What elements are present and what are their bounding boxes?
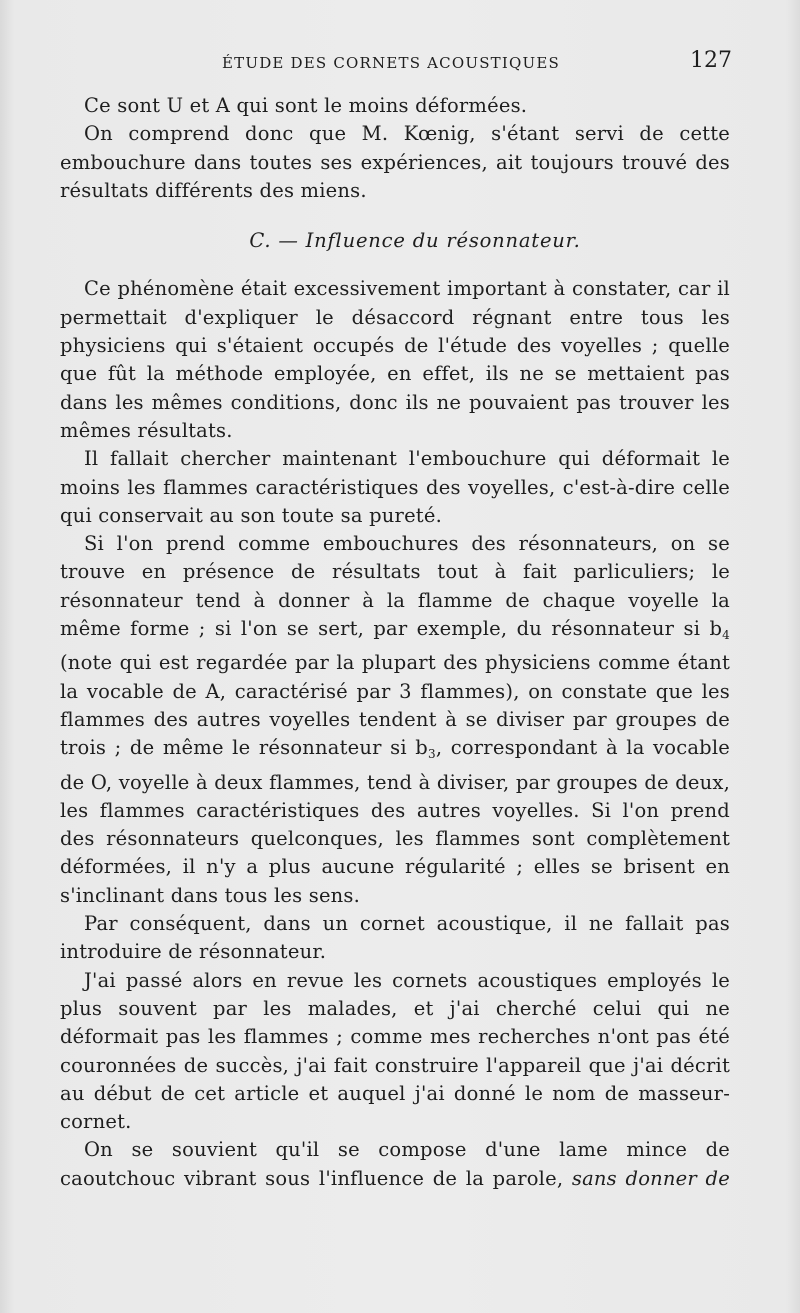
paragraph-last [60,1136,730,1193]
text-run: , correspondant à la vocable de O, voyelle à deux flammes, tend à diviser, par groupes de deux, les flammes caractéristiques des autres voyelles. Si l'on prend des résonnateurs quelconques, les flammes sont complètement déformées, il n'y a plus aucune régularité ; elles se brisent en s'inclinant dans tous les sens. [60,736,730,907]
text-run: On se souvient qu'il se compose d'une lame mince de caoutchouc vibrant sous l'influence de la parole, [60,1138,730,1190]
section-heading [60,227,730,255]
paragraph-resonator [60,530,730,910]
text-run: Si l'on prend comme embouchures des résonnateurs, on se trouve en présence de résultats tout à fait parliculiers; le résonnateur tend à donner à la flamme de chaque voyelle la même forme ; si l'on se sert, par exemple, du résonnateur si b [60,532,730,641]
page-header [60,48,732,78]
paragraph: Ce phénomène était excessivement important à constater, car il permettait d'expliquer le désaccord régnant entre tous les physiciens qui s'étaient occupés de l'étude des voyelles ; quelle que fût la méthode employée, en effet, ils ne se mettaient pas dans les mêmes conditions, donc ils ne pouvaient pas trouver les mêmes résultats. [60,277,730,442]
body-text [60,92,730,1193]
paragraph: Il fallait chercher maintenant l'embouchure qui déformait le moins les flammes caractéristiques des voyelles, c'est-à-dire celle qui conservait au son toute sa pureté. [60,447,730,527]
paragraph: Ce sont U et A qui sont le moins déformées. [84,94,528,117]
paragraph: Par conséquent, dans un cornet acoustique, il ne fallait pas introduire de résonnateur. [60,912,730,964]
subscript: 4 [722,628,730,643]
text-run: (note qui est regardée par la plupart des physiciens comme étant la vocable de A, caractérisé par 3 flammes), on constate que les flammes des autres voyelles tendent à se diviser par groupes de trois ; de même le résonnateur si b [60,651,730,760]
running-title: ÉTUDE DES CORNETS ACOUSTIQUES [222,54,560,72]
page-number: 127 [690,48,732,73]
subscript: 3 [427,747,436,762]
paragraph: On comprend donc que M. Kœnig, s'étant servi de cette embouchure dans toutes ses expériences, ait toujours trouvé des résultats différents des miens. [60,122,730,202]
paragraph: J'ai passé alors en revue les cornets acoustiques employés le plus souvent par les malades, et j'ai cherché celui qui ne déformait pas les flammes ; comme mes recherches n'ont pas été couronnées de succès, j'ai fait construire l'appareil que j'ai décrit au début de cet article et auquel j'ai donné le nom de masseur-cornet. [60,968,730,1134]
section-heading-text: C. — Influence du résonnateur. [249,229,581,253]
italic-text: sans donner de [571,1166,730,1190]
